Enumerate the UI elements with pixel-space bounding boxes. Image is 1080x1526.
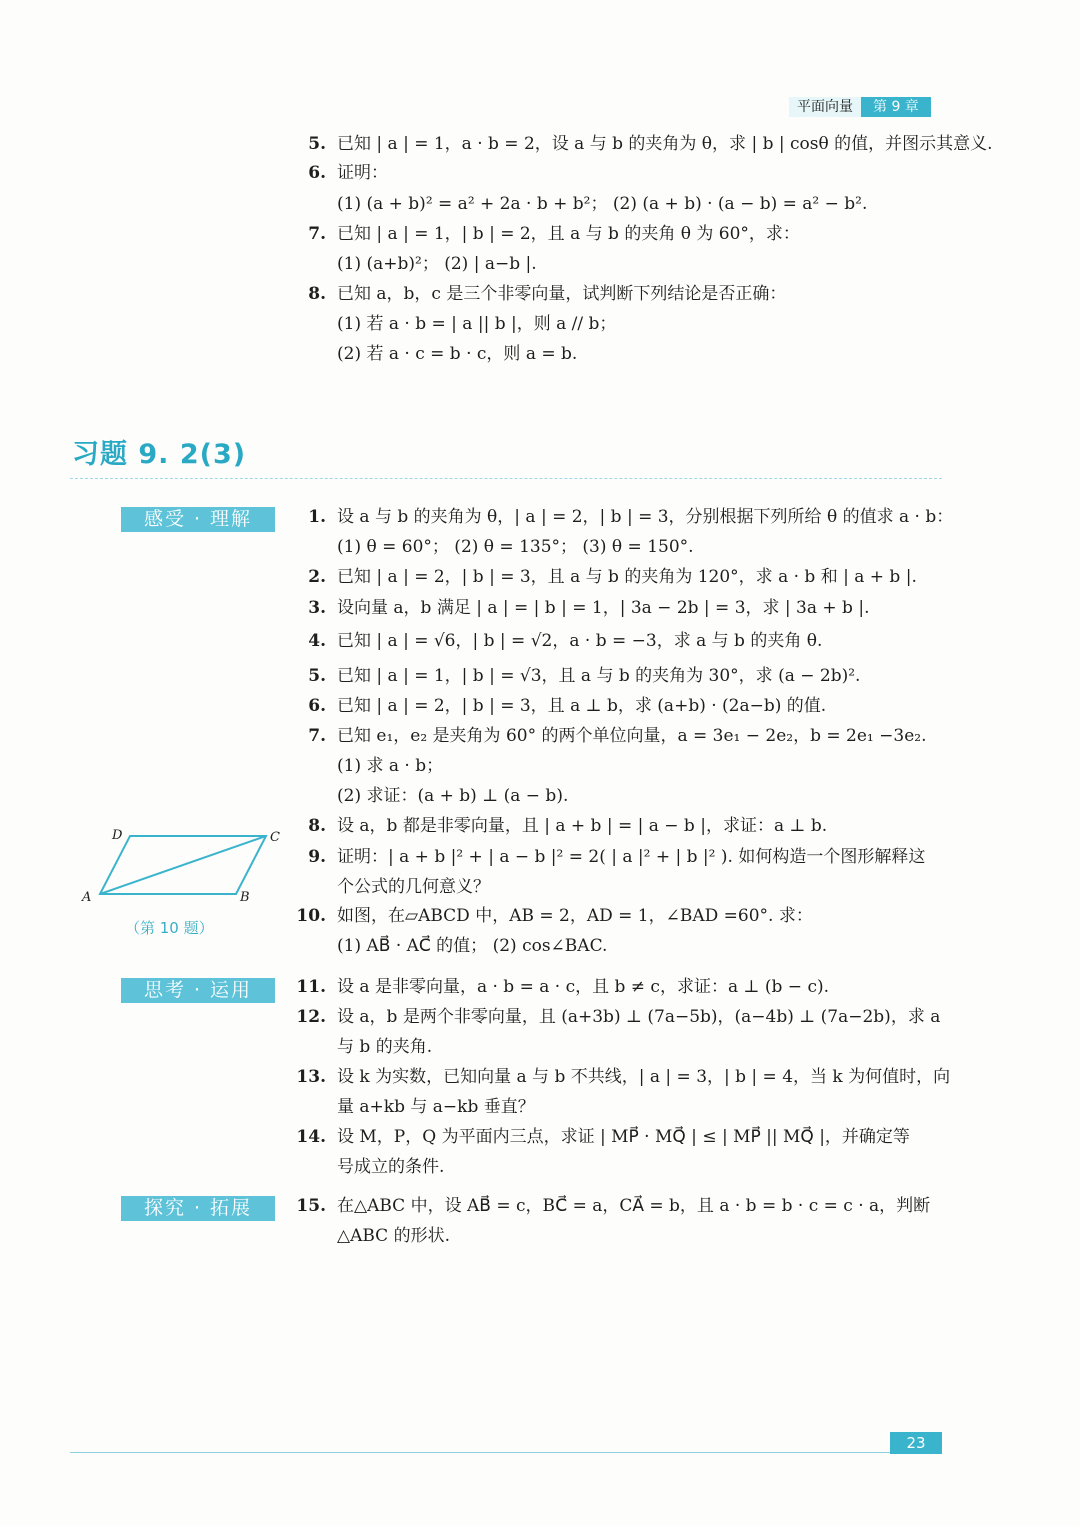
badge-understand: 感受 · 理解 bbox=[121, 507, 275, 532]
badge-explore: 探究 · 拓展 bbox=[121, 1196, 275, 1221]
footer-rule bbox=[70, 1452, 890, 1453]
section-title: 习题 9. 2(3) bbox=[72, 439, 247, 470]
page-number: 23 bbox=[890, 1432, 942, 1454]
parallelogram-figure bbox=[78, 822, 288, 912]
figure-caption: （第 10 题） bbox=[125, 919, 214, 937]
label-c: C bbox=[270, 830, 280, 845]
badge-apply: 思考 · 运用 bbox=[121, 978, 275, 1003]
chapter-header-tag bbox=[789, 97, 931, 117]
chapter-title: 平面向量 bbox=[789, 97, 861, 117]
section-divider bbox=[70, 478, 942, 479]
label-d: D bbox=[112, 828, 123, 843]
label-b: B bbox=[240, 890, 250, 905]
chapter-label: 第 9 章 bbox=[861, 97, 931, 117]
label-a: A bbox=[82, 890, 92, 905]
